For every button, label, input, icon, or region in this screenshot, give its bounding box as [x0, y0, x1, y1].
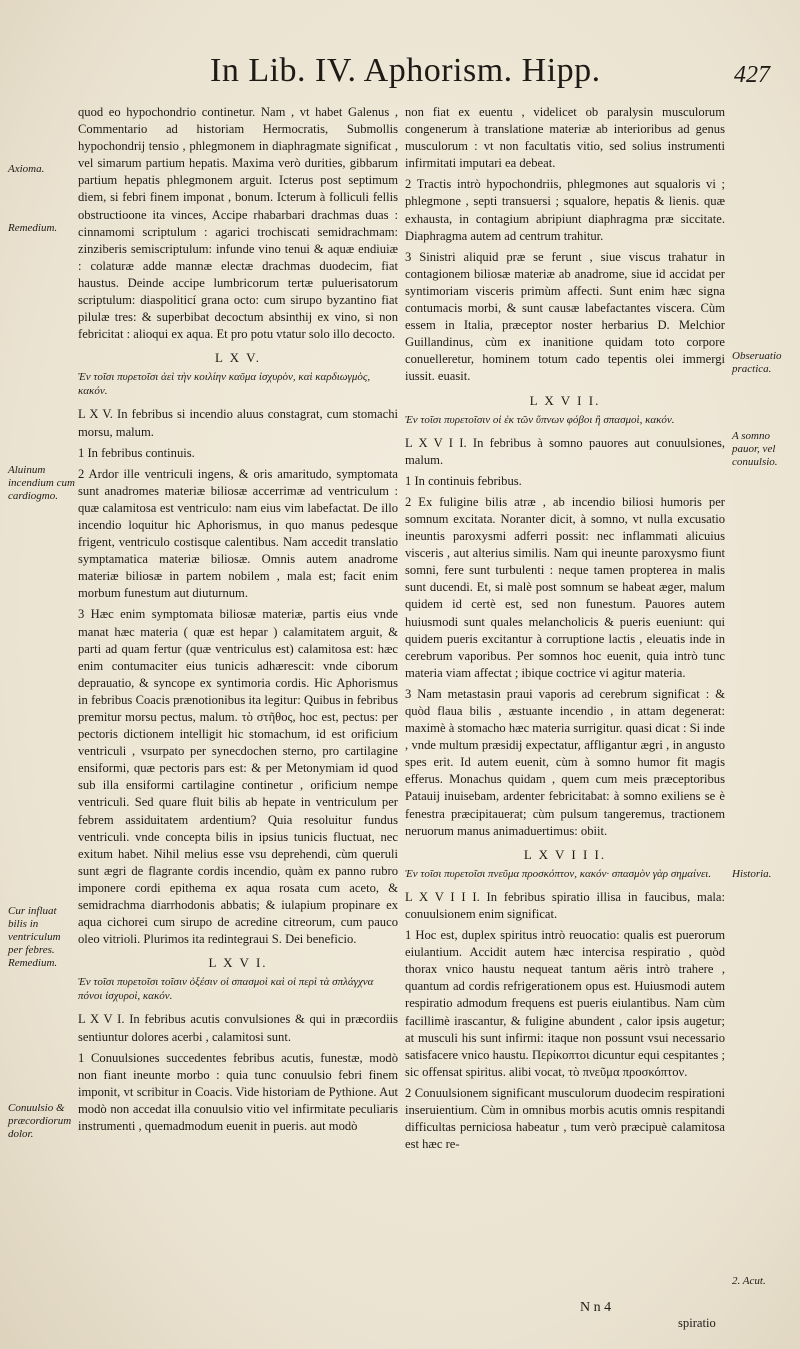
margin-note: Conuulsio & præcordiorum dolor.	[8, 1102, 72, 1140]
latin-aphorism: L X V. In febribus si incendio aluus constagrat, cum stomachi morsu, malum.	[78, 407, 398, 439]
aphorism-number: L X V.	[214, 350, 262, 366]
paragraph: 2 Ex fuligine bilis atræ , ab incendio biliosi humoris per somnum excitata. Noranter dicit, à somno, vt nulla excusatio ineuntis paroxysmi adferri possit: nec inflammati alicuius visceris , aut alterius similis. Nam qui ineunte paroxysmo fiunt somni, fere sunt turbulenti : neque tamen propterea in malis sunt ducendi. Et, si malè post somnum se habeat æger, malum quidem id certè est, sed non funestum. Pauores autem huiusmodi sunt quales melancholicis & pueris eueniunt: qui quidem pueris excitantur à corruptione lactis , eleuatis inde in cerebrum vaporibus. Per somnos hoc euenit, quia intrò tunc materia viam affectat ; ibique coctrice vi agitur materia.	[405, 494, 725, 680]
paragraph: 2 Tractis intrò hypochondriis, phlegmones aut squaloris vi ; phlegmone , septi transuersi ; squalore, hepatis & lienis. quæ exhausta, in contagium abripiunt diaphragma præ siccitate. Diaphragma autem ad centrum trahitur.	[405, 177, 725, 243]
latin-aphorism: L X V I I I. In febribus spiratio illisa in faucibus, mala: conuulsionem enim significat.	[405, 889, 725, 921]
margin-note: A somno pauor, vel conuulsio.	[732, 430, 778, 468]
page-number: 427	[734, 62, 770, 88]
left-column	[78, 104, 398, 1139]
paragraph: 1 In febribus continuis.	[78, 445, 195, 460]
catchword: spiratio	[678, 1316, 716, 1330]
paragraph: 2 Ardor ille ventriculi ingens, & oris amaritudo, symptomata sunt anadromes materiæ biliosæ accerrimæ ad ventriculum : quæ calamitosa est ventriculo: nam eius vim labefactat. De illo incendio loquitur hic Aphorismus, in quo manus pedesque frigent, ventriculo costisque calentibus. Nam accedit translatio symptamatica materiæ biliosæ. Omnis autem anadrome materiæ biliosæ in partem nobilem , mala est; facit enim morbum funestum aut diuturnum.	[78, 466, 398, 601]
paragraph: 1 Conuulsiones succedentes febribus acutis, funestæ, modò non fiant ineunte morbo : quia tunc conuulsio febri finem imponit, vt scribitur in Coacis. Vide historiam de Pythione. Aut modò non accedat illa conuulsio vitio vel infirmitate peculiaris instrumenti , quemadmodum euenit in pueris. aut modò	[78, 1050, 398, 1133]
greek-aphorism: Ἐν τοῖσι πυρετοῖσι ἀεὶ τὴν κοιλίην καῦμα ἰσχυρὸν, καὶ καρδιωγμὸς, κακόν.	[78, 371, 371, 398]
margin-note: Axioma.	[8, 163, 45, 175]
latin-aphorism: L X V I I. In febribus à somno pauores aut conuulsiones, malum.	[405, 435, 725, 467]
margin-note: Historia.	[732, 868, 772, 880]
paragraph: 1 In continuis febribus.	[405, 473, 522, 488]
margin-note: Obseruatio practica.	[732, 350, 782, 375]
margin-note: Remedium.	[8, 222, 58, 234]
aphorism-number: L X V I I I.	[523, 846, 607, 862]
aphorism-number: L X V I.	[208, 955, 268, 971]
running-title: In Lib. IV. Aphorism. Hipp.	[210, 52, 601, 89]
margin-note: Aluinum incendium cum cardiogmo.	[8, 464, 75, 502]
greek-aphorism: Ἐν τοῖσι πυρετοῖσιν οἱ ἐκ τῶν ὕπνων φόβοι ἢ σπασμοὶ, κακόν.	[405, 413, 675, 426]
paragraph: 3 Hæc enim symptomata biliosæ materiæ, partis eius vnde manat hæc materia ( quæ est hepar ) calamitatem arguit, & parti ad quam fertur (quæ ventriculus est) calamitosa est: hæc enim contumaciter eius tunicis adhærescit: vnde ciborum deprauatio, & syncope ex syntimoria cordis. Hic Aphorismus in febribus Coacis prænotionibus ita legitur: Quibus in febribus premitur morsu pectus, malum. τὸ στῆθος, hoc est, pectus: per pectoris dictionem intelligit hic stomachum, id est orificium ventriculi , vsurpato per synecdochen sterno, pro cartilagine ensiformi, quæ pectoris pars est: & per Metonymiam id quod sub illa ensiformi cartilagine continetur , orificium nempe ventriculi. Sed quare fluit bilis ab hepate in ventriculum per febrem assiduitatem ardentium? Quia resoluitur fundus ventriculi. vnde concepta bilis in ipsius tunicis fluctuat, nec exitum habet. Nihil melius esse vsu deprehendi, cùm queruli sunt ægri de flagrante cordis incendio, quàm ex panno rubro imponere cordi epithema ex aqua rosata cum aceto, & semidrachma diarrhodonis abbatis; & iulapium propinare ex aqua cichorei cum sirupo de acredine citreorum, cum pauco oleo vitrioli. Plurimos ita redintegraui S. Dei beneficio.	[78, 607, 398, 947]
margin-note: 2. Acut.	[732, 1275, 766, 1287]
right-column	[405, 104, 725, 1157]
paragraph: 2 Conuulsionem significant musculorum duodecim respirationi inseruientium. Cùm in omnibus morbis acutis omnis respitandi difficultas perniciosa habeatur , tum verò præcipuè calamitosa est hæc re-	[405, 1085, 725, 1152]
greek-aphorism: Ἐν τοῖσι πυρετοῖσι πνεῦμα προσκόπτον, κακόν· σπασμὸν γὰρ σημαίνει.	[405, 867, 712, 880]
greek-aphorism: Ἐν τοῖσι πυρετοῖσι τοῖσιν ὀξέσιν οἱ σπασμοὶ καὶ οἱ περὶ τὰ σπλάγχνα πόνοι ἰσχυροὶ, κακόν.	[78, 976, 374, 1003]
latin-aphorism: L X V I. In febribus acutis convulsiones & qui in præcordiis sentiuntur dolores acerbi , calamitosi sunt.	[78, 1012, 398, 1044]
page-header	[210, 52, 770, 102]
paragraph: 3 Sinistri aliquid præ se ferunt , siue viscus trahatur in contagionem biliosæ materiæ ab anadrome, siue id accidat per syntimoriam visceris primùm affecti. Sunt enim hæc signa contumacis morbi, & sunt causæ labefactantes viscera. Cùm essem in Italia, præceptor noster herbarius D. Melchior Guillandinus, cùm ex inanitione quidam toto corpore conuelleretur, hominem totum cado tepentis olei immergi iussit. euasit.	[405, 249, 725, 384]
paragraph: 3 Nam metastasin praui vaporis ad cerebrum significat : & quòd flaua bilis , æstuante incendio , in attam degenerat: maximè à stomacho hæc materia surrigitur. quasi dicat : Si inde , vnde multum præsidij expectatur, affligantur ægri , in angusto spes erit. Id autem euenit, cùm à somno humor fit magis efferus. Monachus quidam , quem cum meis præceptoribus Patauij inuisebam, ardenter febricitabat: à somno exiliens se è fenestra præcipitauerat; cùm pulsum tangeremus, tractionem neruorum manus animaduertimus: obiit.	[405, 686, 726, 838]
paragraph: non fiat ex euentu , videlicet ob paralysin musculorum congenerum à translatione materiæ ab interioribus ad genus musculorum : vt non facultatis vitio, sed solius instrumenti infirmitati imputari ea debeat.	[405, 105, 725, 171]
paragraph: quod eo hypochondrio continetur. Nam , vt habet Galenus , Commentario ad historiam Hermocratis, Submollis hypochondrij tensio , phlegmonem in diaphragmate significat , vel simarum partium hepatis. Maxima verò durities, gibbarum partium hepatis phlegmonem arguit. Icterus post septimum diem, si febri finem imponat , bonum. Icterum à folliculi fellis obstructioone ita vinces, Accipe rhabarbari drachmas duas : cinnamomi scriptulum : agarici trochiscati semidrachmam: zinziberis semiscriptulum: infunde vino tenui & aquæ endiuiæ : colaturæ adde mannæ electæ drachmas duodecim, fiat haustus. Deinde accipe lumbricorum tertæ puluerisatorum scriptulum: diaspoliticí grana octo: cum sirupo byzantino fiat pilulæ tres: & superbibat decoctum absinthij ex vino, si non febricitat : alioqui ex aqua. Et pro potu vtatur solo illo decocto.	[78, 105, 398, 342]
signature-mark: N n 4	[580, 1300, 612, 1315]
aphorism-number: L X V I I.	[529, 392, 601, 408]
margin-note: Cur influat bilis in ventriculum per febres. Remedium.	[8, 905, 61, 969]
paragraph: 1 Hoc est, duplex spiritus intrò reuocatio: qualis est puerorum eiulantium. Accidit autem hæc intercisa respiratio , quòd thorax vnico haustu nequeat tantum aëris intrò trahere , quantum ad cordis refrigerationem opus est. Huiusmodi autem respiratio admodum frequens est pueris eiulantibus. Nam cùm facillimè irascantur, & fuligine abundent , calor ipsis augetur; at musculi his sunt infirmi: itaque non possunt vsui necessario satisfacere vnico haustu. Περίκοπτοι dicuntur equi cespitantes ; sic offensat spiritus. alibi vocat, τὸ πνεῦμα προσκόπτον.	[405, 928, 725, 1079]
